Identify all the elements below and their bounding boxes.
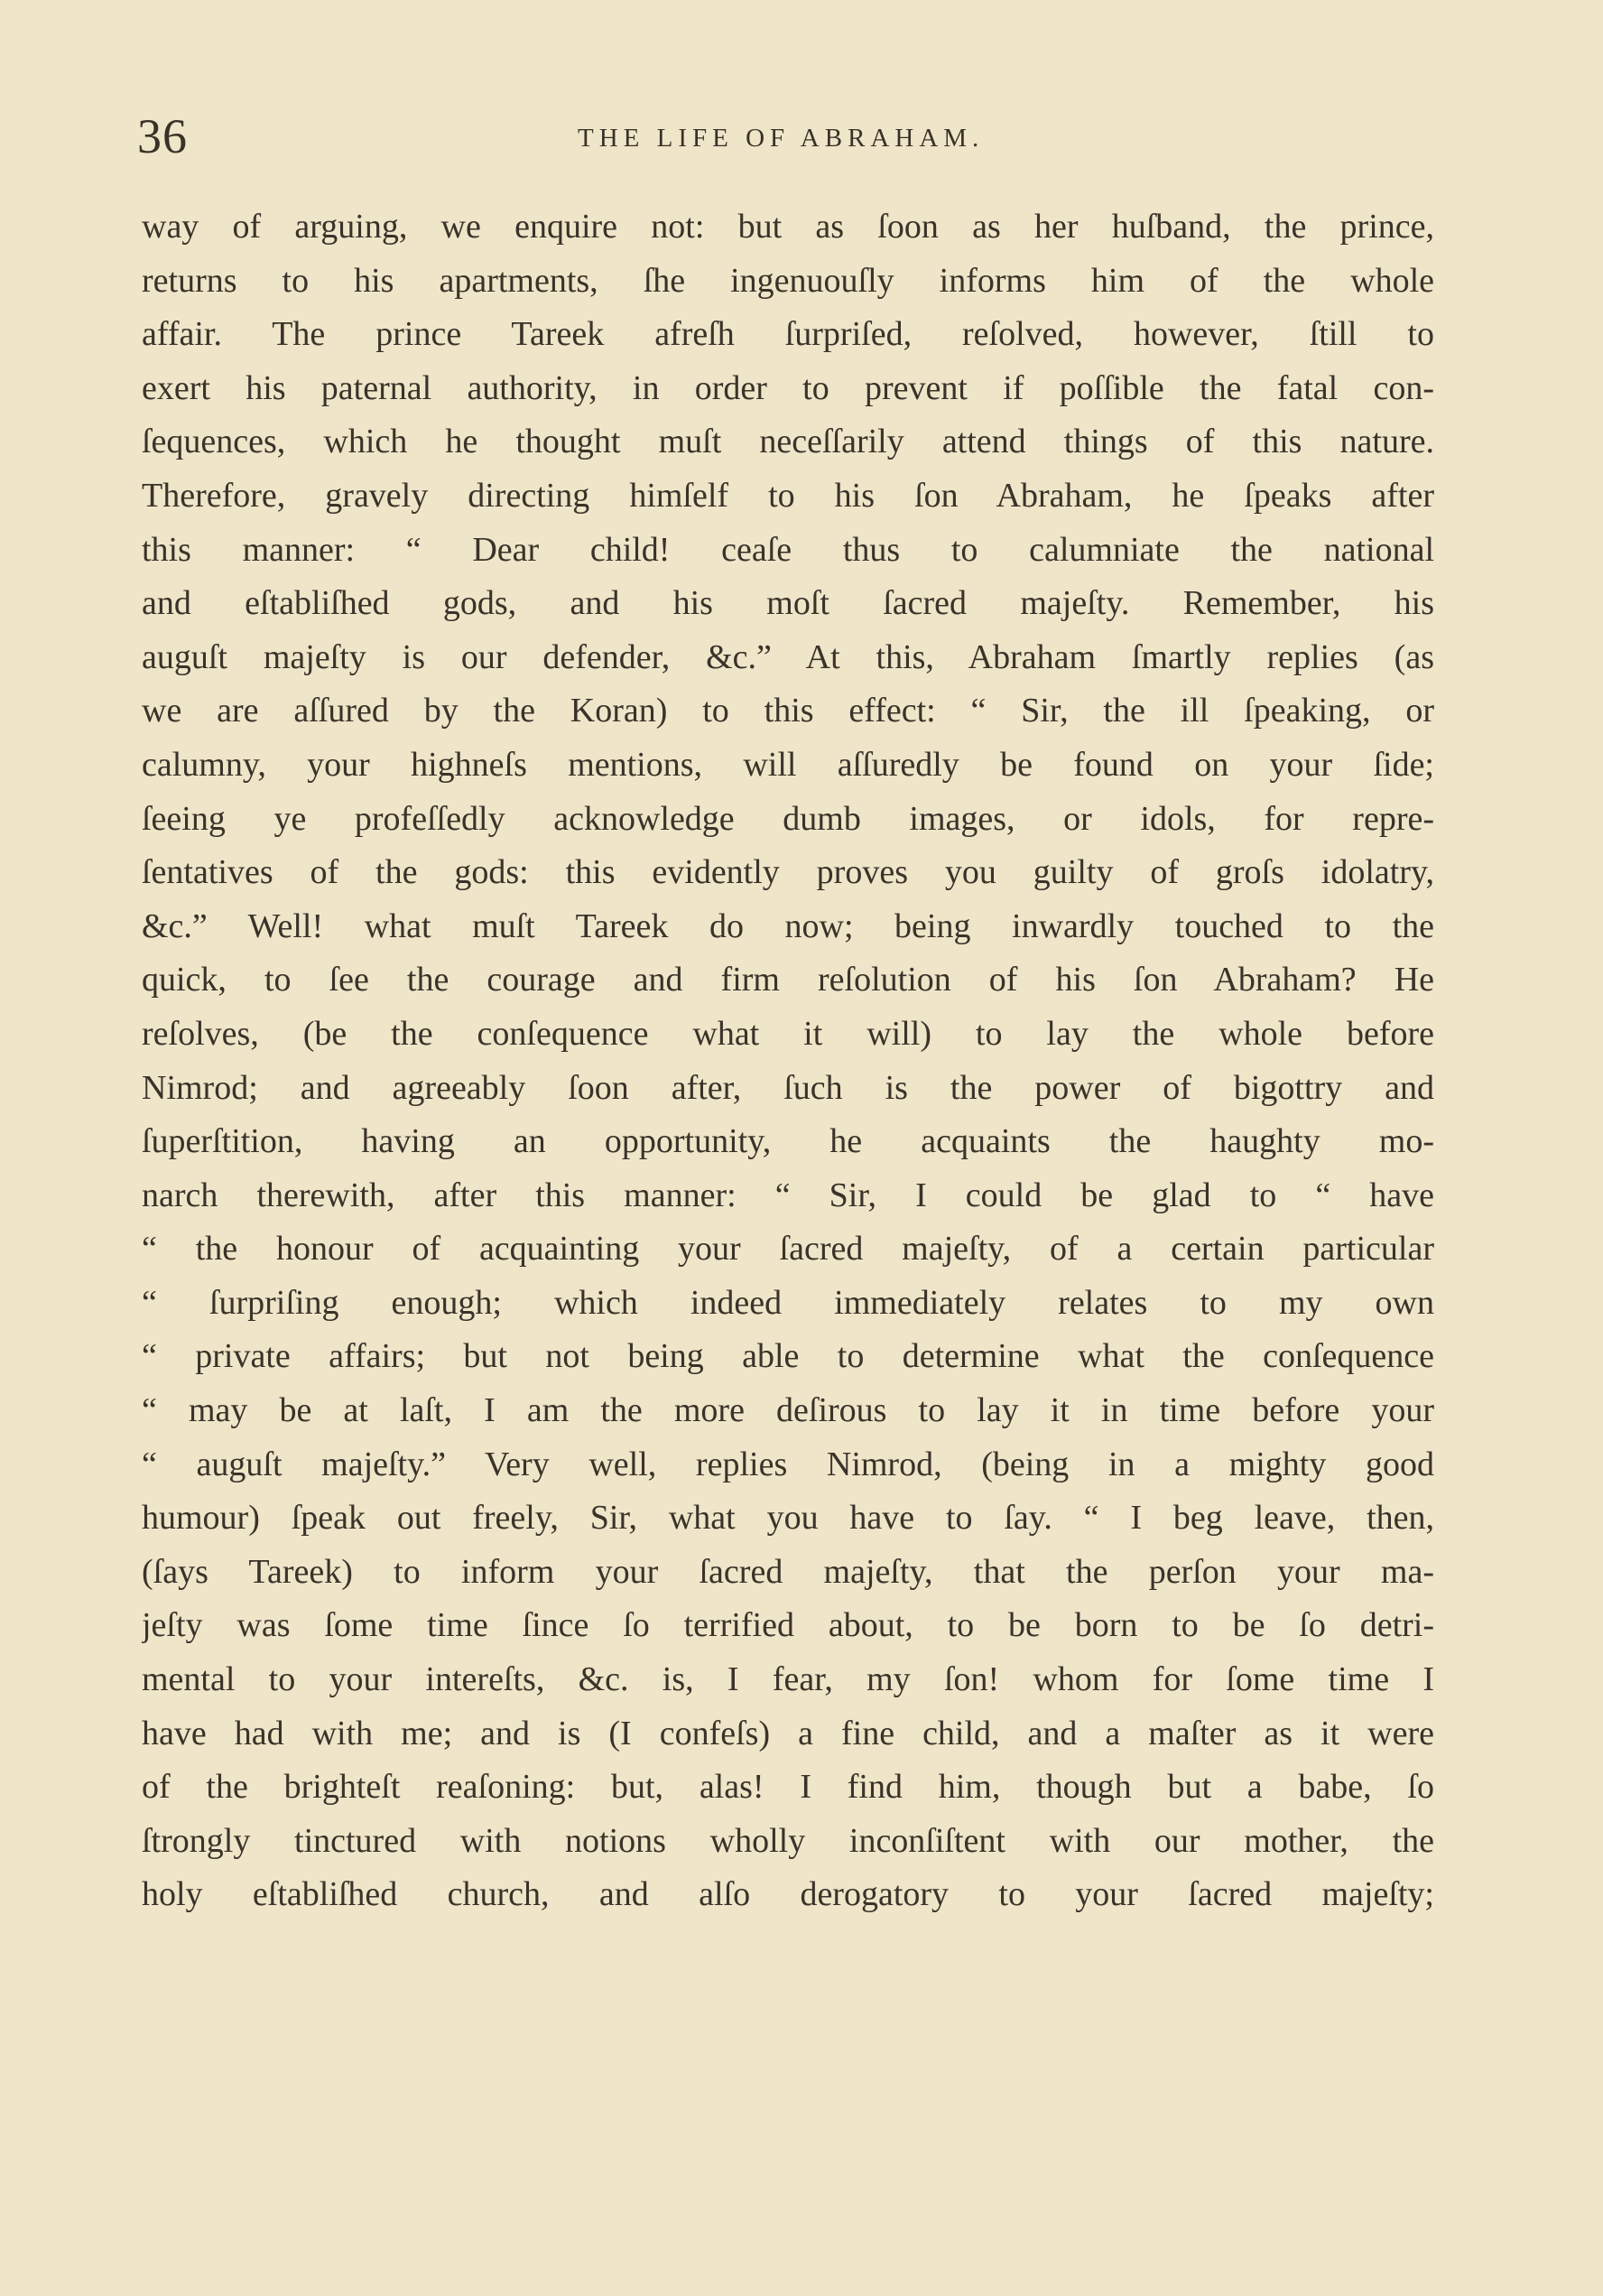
text-line: we are aſſured by the Koran) to this effect: “ Sir, the ill ſpeaking, or: [142, 692, 1434, 730]
text-line: way of arguing, we enquire not: but as ſoon as her huſband, the prince,: [142, 208, 1434, 246]
text-line: affair. The prince Tareek afreſh ſurpriſed, reſolved, however, ſtill to: [142, 315, 1434, 354]
text-line: holy eſtabliſhed church, and alſo derogatory to your ſacred majeſty;: [142, 1875, 1434, 1914]
text-line: humour) ſpeak out freely, Sir, what you have to ſay. “ I beg leave, then,: [142, 1499, 1434, 1538]
text-line: exert his paternal authority, in order to prevent if poſſible the fatal con-: [142, 368, 1434, 407]
text-line: this manner: “ Dear child! ceaſe thus to calumniate the national: [142, 530, 1434, 569]
text-line: narch therewith, after this manner: “ Sir, I could be glad to “ have: [142, 1176, 1434, 1214]
text-line: quick, to ſee the courage and firm reſolution of his ſon Abraham? He: [142, 961, 1434, 999]
text-line: &c.” Well! what muſt Tareek do now; being inwardly touched to the: [142, 906, 1434, 945]
text-line: calumny, your highneſs mentions, will aſſuredly be found on your ſide;: [142, 745, 1434, 784]
text-line: “ auguſt majeſty.” Very well, replies Nimrod, (being in a mighty good: [142, 1445, 1434, 1483]
text-line: ſeeing ye profeſſedly acknowledge dumb images, or idols, for repre-: [142, 799, 1434, 838]
body-text: [142, 200, 1434, 1922]
text-line: “ private affairs; but not being able to determine what the conſequence: [142, 1337, 1434, 1376]
text-line: “ ſurpriſing enough; which indeed immediately relates to my own: [142, 1283, 1434, 1322]
running-head: THE LIFE OF ABRAHAM.: [578, 124, 985, 153]
text-line: Therefore, gravely directing himſelf to his ſon Abraham, he ſpeaks after: [142, 476, 1434, 515]
text-line: “ may be at laſt, I am the more deſirous to lay it in time before your: [142, 1391, 1434, 1430]
text-line: ſentatives of the gods: this evidently proves you guilty of groſs idolatry,: [142, 853, 1434, 892]
text-line: jeſty was ſome time ſince ſo terrified about, to be born to be ſo detri-: [142, 1606, 1434, 1645]
text-line: ſuperſtition, having an opportunity, he acquaints the haughty mo-: [142, 1122, 1434, 1161]
text-line: “ the honour of acquainting your ſacred majeſty, of a certain particular: [142, 1230, 1434, 1269]
text-line: returns to his apartments, ſhe ingenuouſly informs him of the whole: [142, 261, 1434, 300]
text-line: have had with me; and is (I confeſs) a fine child, and a maſter as it were: [142, 1714, 1434, 1752]
text-line: reſolves, (be the conſequence what it will) to lay the whole before: [142, 1014, 1434, 1053]
page-number: 36: [137, 109, 188, 163]
text-line: ſequences, which he thought muſt neceſſarily attend things of this nature.: [142, 423, 1434, 461]
text-line: auguſt majeſty is our defender, &c.” At this, Abraham ſmartly replies (as: [142, 637, 1434, 676]
text-line: Nimrod; and agreeably ſoon after, ſuch is the power of bigottry and: [142, 1068, 1434, 1107]
text-line: and eſtabliſhed gods, and his moſt ſacred majeſty. Remember, his: [142, 584, 1434, 623]
text-line: (ſays Tareek) to inform your ſacred majeſty, that the perſon your ma-: [142, 1552, 1434, 1591]
text-line: of the brighteſt reaſoning: but, alas! I find him, though but a babe, ſo: [142, 1768, 1434, 1807]
text-line: ſtrongly tinctured with notions wholly inconſiſtent with our mother, the: [142, 1821, 1434, 1860]
text-line: mental to your intereſts, &c. is, I fear, my ſon! whom for ſome time I: [142, 1660, 1434, 1699]
